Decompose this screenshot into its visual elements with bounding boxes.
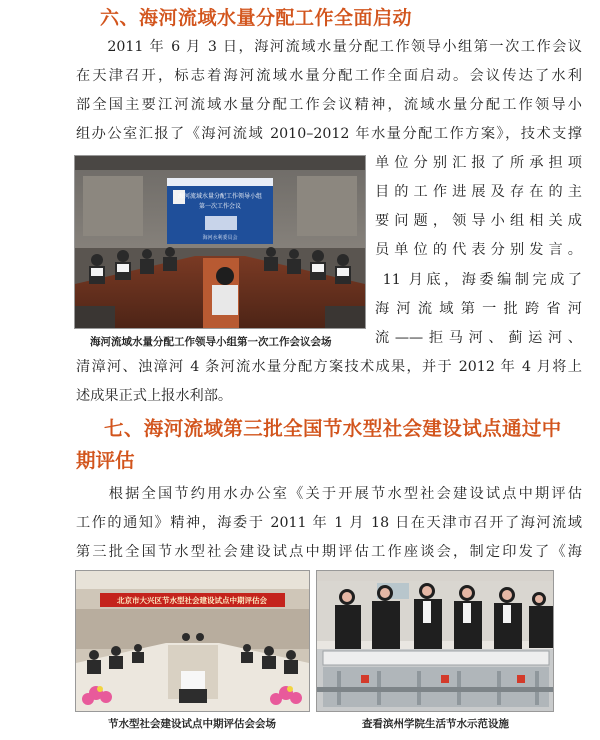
evaluation-meeting-photo bbox=[75, 570, 310, 712]
screen-bottom: 海河水利委员会 bbox=[202, 235, 238, 241]
paragraph-line: 11 月底，海委编制完成了 bbox=[365, 272, 582, 288]
paragraph-line: 海河流域第一批跨省河 bbox=[375, 301, 582, 317]
paragraph-line: 员单位的代表分别发言。 bbox=[375, 242, 582, 258]
photo-caption-left: 节水型社会建设试点中期评估会会场 bbox=[108, 718, 276, 730]
paragraph-line: 第三批全国节水型社会建设试点中期评估工作座谈会，制定印发了《海 bbox=[76, 544, 582, 560]
paragraph-line: 工作的通知》精神，海委于 2011 年 1 月 18 日在天津市召开了海河流域 bbox=[76, 515, 582, 531]
paragraph-line: 清漳河、浊漳河 4 条河流水量分配方案技术成果，并于 2012 年 4 月将上 bbox=[76, 359, 582, 375]
meeting-photo bbox=[74, 155, 366, 329]
section-6-heading: 六、海河流域水量分配工作全面启动 bbox=[100, 7, 413, 29]
section-7-heading-cont: 期评估 bbox=[76, 449, 135, 472]
photo-caption: 海河流域水量分配工作领导小组第一次工作会议会场 bbox=[90, 336, 332, 348]
meeting-banner: 北京市大兴区节水型社会建设试点中期评估会 bbox=[117, 596, 267, 605]
paragraph-line: 要问题，领导小组相关成 bbox=[375, 213, 582, 229]
screen-title: 海河流域水量分配工作领导小组 bbox=[177, 193, 263, 200]
paragraph-line: 根据全国节约用水办公室《关于开展节水型社会建设试点中期评估 bbox=[76, 486, 582, 502]
water-saving-facility-photo bbox=[316, 570, 554, 712]
paragraph-line: 组办公室汇报了《海河流域 2010–2012 年水量分配工作方案》，技术支撑 bbox=[76, 126, 582, 142]
photo-caption-right: 查看滨州学院生活节水示范设施 bbox=[362, 718, 509, 730]
screen-subtitle: 第一次工作会议 bbox=[198, 203, 242, 210]
paragraph-line: 部全国主要江河流域水量分配工作会议精神，流域水量分配工作领导小 bbox=[76, 97, 582, 113]
paragraph-line: 流——拒马河、蓟运河、 bbox=[375, 330, 582, 346]
paragraph-line: 在天津召开，标志着海河流域水量分配工作全面启动。会议传达了水利 bbox=[76, 68, 582, 84]
paragraph-line: 述成果正式上报水利部。 bbox=[76, 388, 233, 404]
paragraph-line: 2011 年 6 月 3 日，海河流域水量分配工作领导小组第一次工作会议 bbox=[76, 39, 582, 55]
paragraph-line: 目的工作进展及存在的主 bbox=[375, 184, 582, 200]
section-7-heading: 七、海河流域第三批全国节水型社会建设试点通过中 bbox=[104, 417, 562, 440]
paragraph-line: 单位分别汇报了所承担项 bbox=[375, 155, 582, 171]
